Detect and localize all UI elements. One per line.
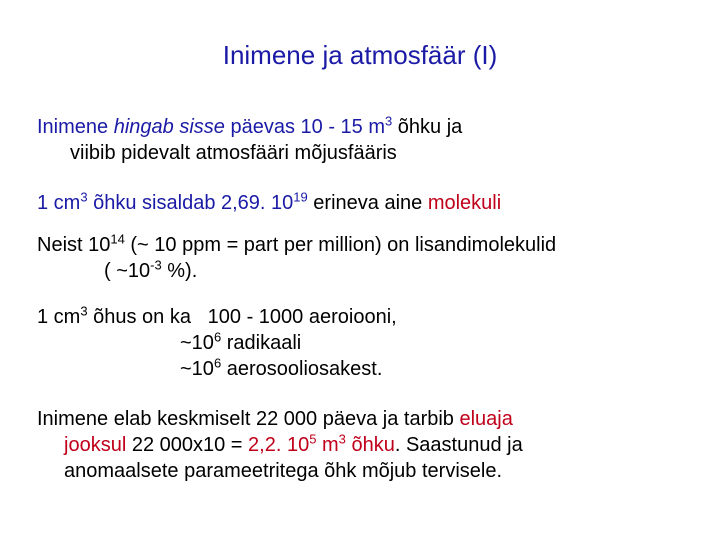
text-segment: 1 cm <box>37 192 81 214</box>
text-segment: ~10 <box>180 358 214 380</box>
superscript: 3 <box>80 303 88 319</box>
superscript: 19 <box>293 189 308 205</box>
text-segment: Inimene elab keskmiselt 22 000 päeva ja tarbib <box>37 408 460 430</box>
paragraph-line <box>37 304 397 330</box>
text-segment: õhku ja <box>392 116 463 138</box>
paragraph-line <box>37 406 523 432</box>
superscript: -3 <box>150 257 162 273</box>
superscript: 3 <box>338 431 346 447</box>
paragraph-line <box>37 330 397 356</box>
slide-title: Inimene ja atmosfäär (I) <box>222 40 498 70</box>
text-segment-italic: hingab sisse <box>113 116 225 138</box>
paragraph-line: viibib pidevalt atmosfääri mõjusfääris <box>70 142 397 164</box>
text-segment: õhus on ka 100 - 1000 aeroiooni, <box>87 306 397 328</box>
text-segment-highlight: jooksul <box>64 434 127 456</box>
text-segment-highlight: m <box>316 434 339 456</box>
text-segment-highlight: eluaja <box>459 408 513 430</box>
text-segment: õhku sisaldab 2,69. 10 <box>87 192 294 214</box>
text-segment: 22 000x10 = <box>126 434 249 456</box>
paragraph-line <box>37 356 397 382</box>
text-segment: Inimene <box>37 116 114 138</box>
superscript: 14 <box>110 231 125 247</box>
superscript: 6 <box>213 355 222 371</box>
text-segment: radikaali <box>221 332 302 354</box>
text-segment: aerosooliosakest. <box>221 358 383 380</box>
paragraph-breathing <box>37 114 462 166</box>
text-segment-highlight: 2,2. 10 <box>248 434 310 456</box>
text-segment: ~10 <box>180 332 214 354</box>
superscript: 6 <box>213 329 222 345</box>
paragraph-line: anomaalsete parameetritega õhk mõjub tervisele. <box>64 460 503 482</box>
paragraph-line <box>37 432 523 458</box>
text-segment: Neist 10 <box>37 234 111 256</box>
text-segment: %). <box>161 260 198 282</box>
paragraph-impurities <box>37 232 556 284</box>
paragraph-line <box>37 232 556 258</box>
paragraph-line <box>37 258 556 284</box>
paragraph-line <box>37 114 462 140</box>
text-segment-highlight: õhku <box>345 434 395 456</box>
text-segment: 1 cm <box>37 306 81 328</box>
paragraph-line <box>37 190 501 216</box>
superscript: 5 <box>309 431 317 447</box>
paragraph-lifetime <box>37 406 523 484</box>
paragraph-molecules <box>37 190 501 216</box>
text-segment: . Saastunud ja <box>394 434 523 456</box>
text-segment: erineva aine <box>307 192 428 214</box>
superscript: 3 <box>80 189 88 205</box>
text-segment: ( ~10 <box>104 260 151 282</box>
text-segment: päevas 10 - 15 m <box>224 116 385 138</box>
paragraph-aerosols <box>37 304 397 382</box>
text-segment: (~ 10 ppm = part per million) on lisandimolekulid <box>124 234 557 256</box>
superscript: 3 <box>385 113 393 129</box>
text-segment-highlight: molekuli <box>427 192 502 214</box>
